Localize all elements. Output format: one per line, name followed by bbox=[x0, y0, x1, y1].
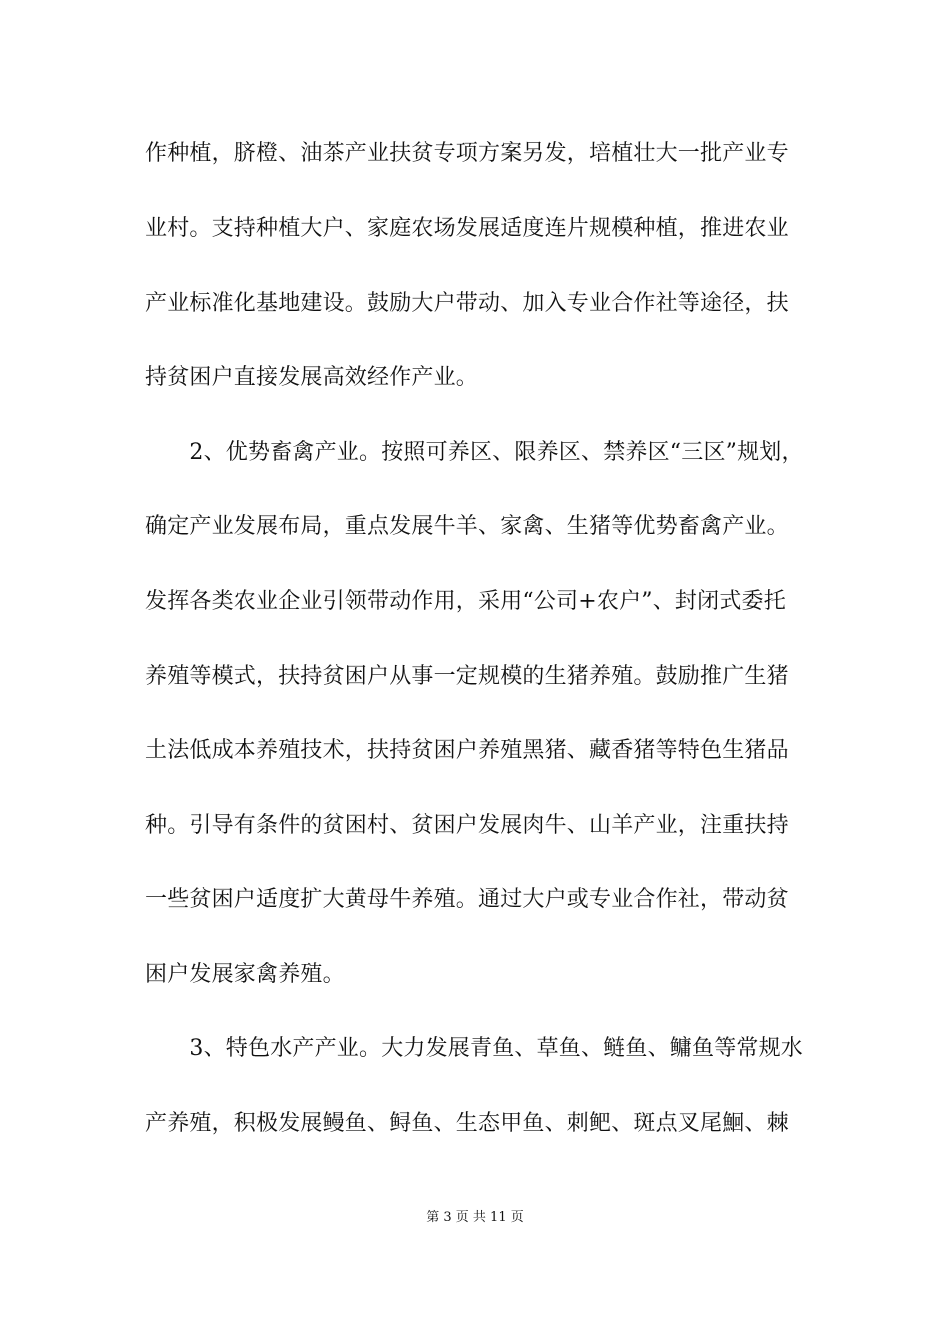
text-line: 业村。支持种植大户、家庭农场发展适度连片规模种植，推进农业 bbox=[145, 216, 789, 241]
text-line: 土法低成本养殖技术，扶持贫困户养殖黑猪、藏香猪等特色生猪品 bbox=[145, 738, 789, 763]
text-line: 作种植，脐橙、油茶产业扶贫专项方案另发，培植壮大一批产业专 bbox=[145, 141, 789, 166]
text-line: 持贫困户直接发展高效经作产业。 bbox=[145, 365, 479, 390]
text-line: 产业标准化基地建设。鼓励大户带动、加入专业合作社等途径，扶 bbox=[145, 291, 789, 316]
text-line: 3、特色水产产业。大力发展青鱼、草鱼、鲢鱼、鳙鱼等常规水 bbox=[145, 1036, 803, 1061]
text-line: 种。引导有条件的贫困村、贫困户发展肉牛、山羊产业，注重扶持 bbox=[145, 813, 789, 838]
text-line: 产养殖，积极发展鳗鱼、鲟鱼、生态甲鱼、刺鲃、斑点叉尾鮰、棘 bbox=[145, 1111, 789, 1136]
text-line: 发挥各类农业企业引领带动作用，采用“公司+农户”、封闭式委托 bbox=[145, 589, 786, 614]
text-line: 困户发展家禽养殖。 bbox=[145, 962, 345, 987]
text-line: 一些贫困户适度扩大黄母牛养殖。通过大户或专业合作社，带动贫 bbox=[145, 887, 789, 912]
text-line: 养殖等模式，扶持贫困户从事一定规模的生猪养殖。鼓励推广生猪 bbox=[145, 664, 789, 689]
page-number-footer: 第 3 页 共 11 页 bbox=[426, 1210, 524, 1225]
text-line: 2、优势畜禽产业。按照可养区、限养区、禁养区“三区”规划， bbox=[145, 440, 804, 465]
text-line: 确定产业发展布局，重点发展牛羊、家禽、生猪等优势畜禽产业。 bbox=[145, 514, 789, 539]
